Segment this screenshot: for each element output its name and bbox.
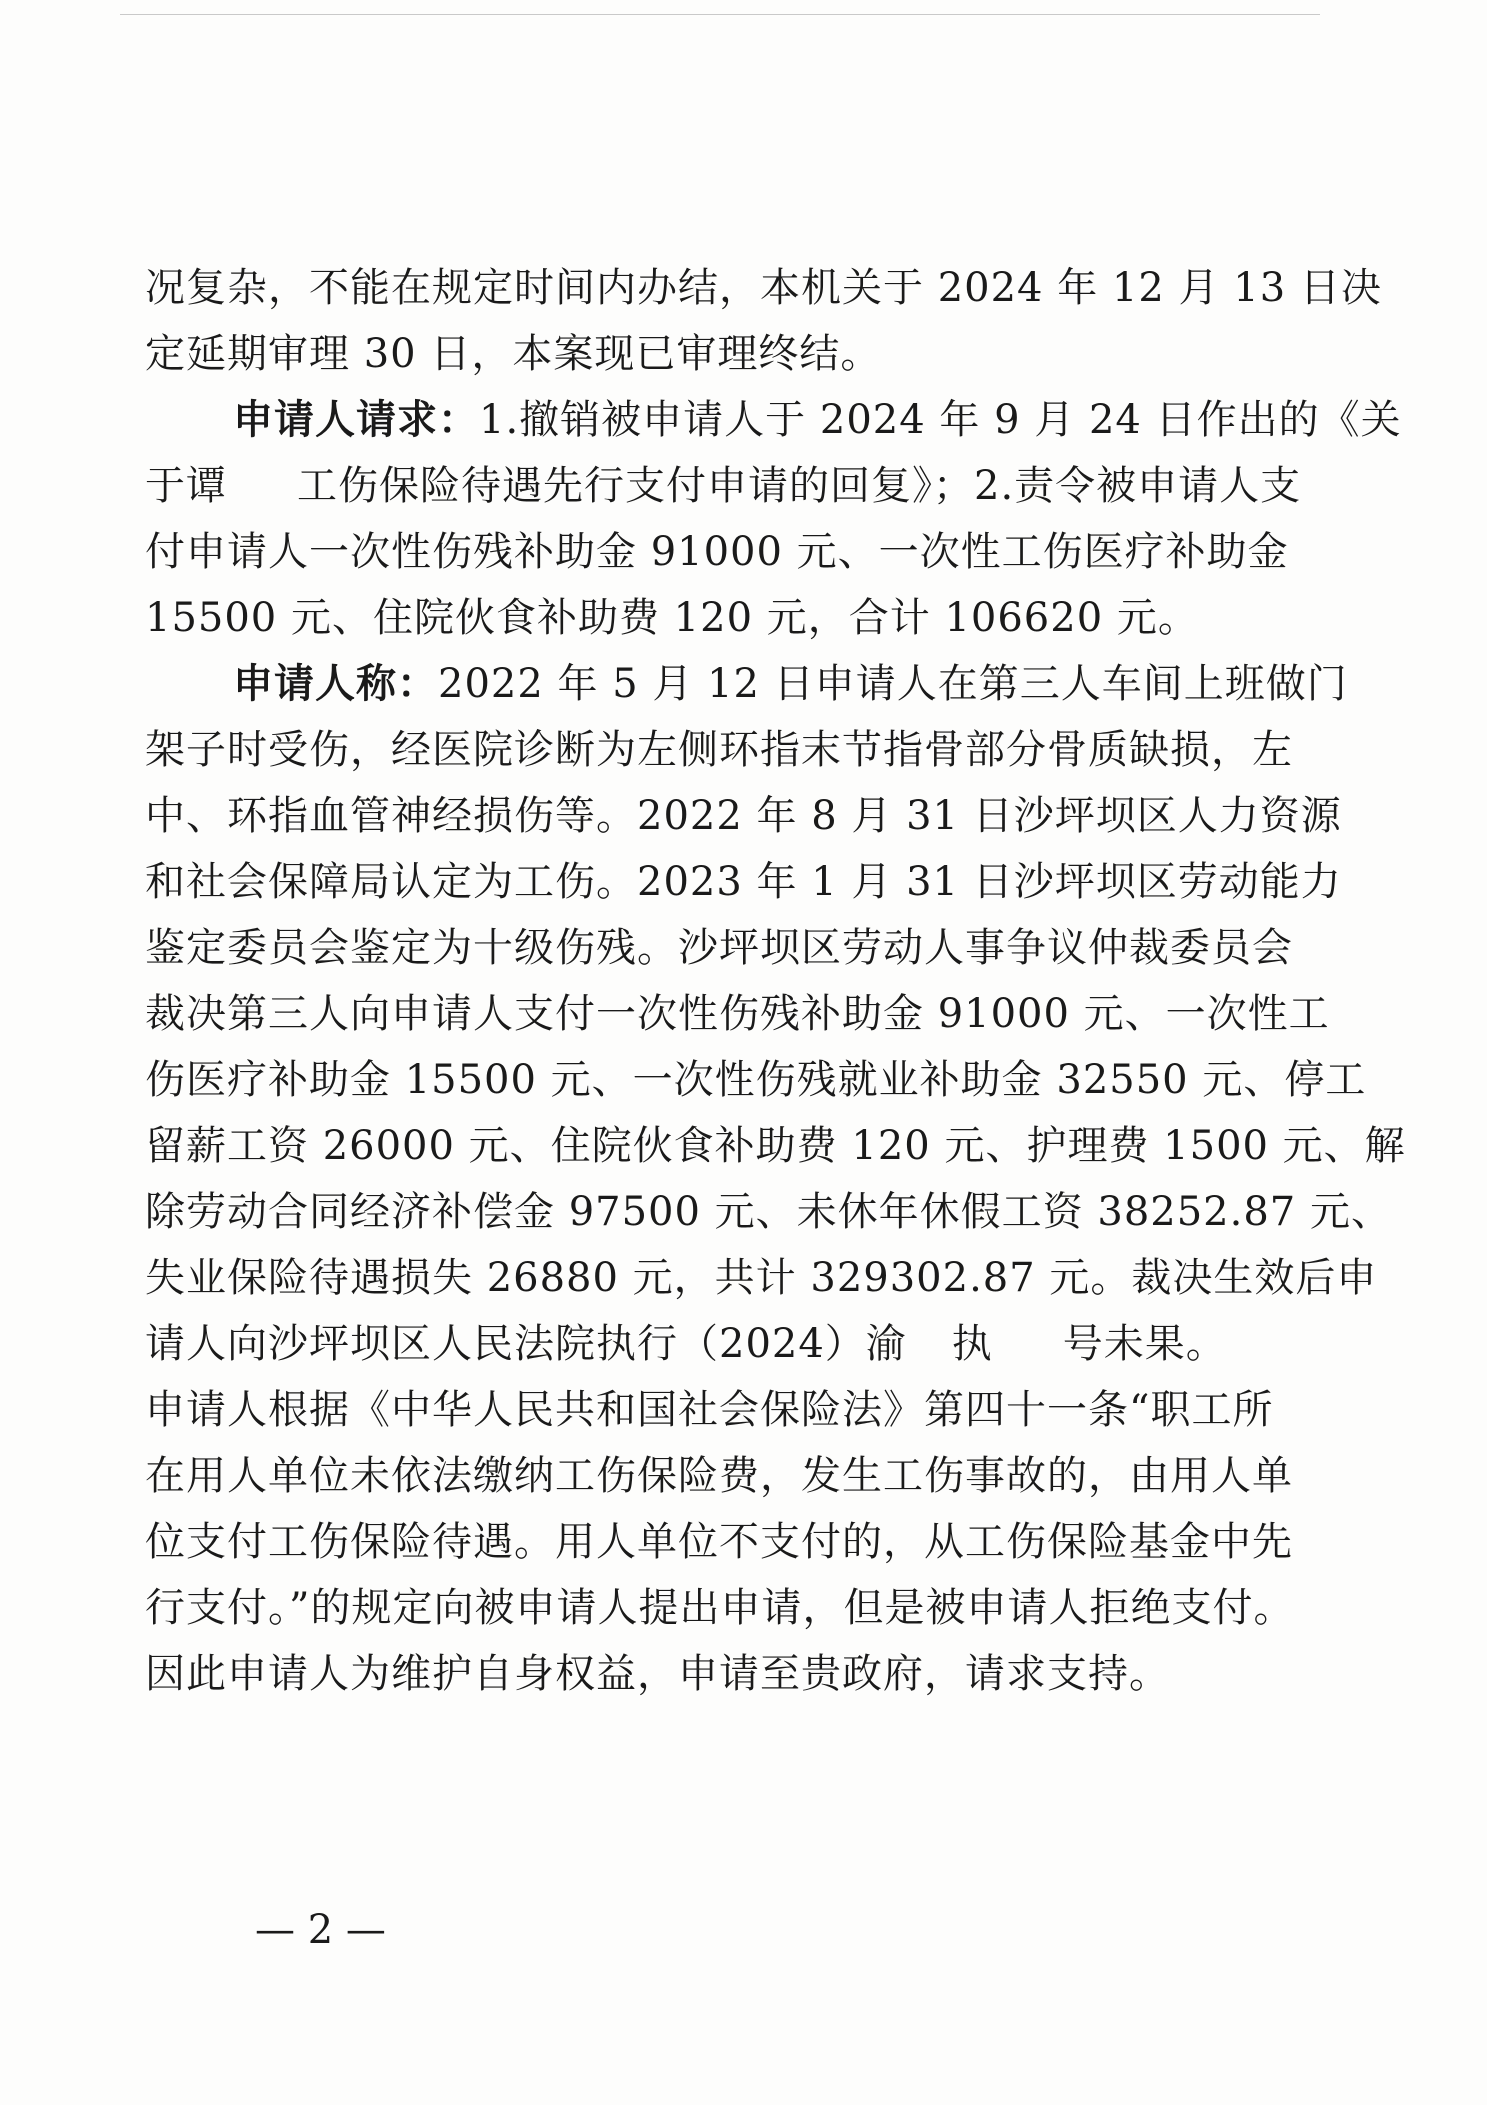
text-line (145, 519, 1330, 585)
text-line (145, 1377, 1330, 1443)
line-text: 工伤保险待遇先行支付申请的回复》；2.责令被申请人支 (297, 463, 1302, 509)
text-line (145, 1443, 1330, 1509)
section-label: 申请人称： (233, 661, 438, 707)
text-line (145, 255, 1382, 321)
line-text: 号未果。 (1062, 1321, 1227, 1367)
scan-edge-line (120, 14, 1320, 15)
text-line (145, 453, 1330, 519)
line-text: 1.撤销被申请人于 2024 年 9 月 24 日作出的《关 (479, 397, 1402, 443)
line-text: 中、环指血管神经损伤等。2022 年 8 月 31 日沙坪坝区人力资源 (145, 793, 1342, 839)
text-line (145, 783, 1342, 849)
claim-paragraph-start (145, 651, 1348, 717)
text-line (145, 1311, 1330, 1377)
text-line (145, 1245, 1378, 1311)
line-text: 请人向沙坪坝区人民法院执行（2024）渝 (145, 1321, 907, 1367)
line-text: 伤医疗补助金 15500 元、一次性伤残就业补助金 32550 元、停工 (145, 1057, 1367, 1103)
text-line (145, 1047, 1367, 1113)
text-line (145, 915, 1330, 981)
line-text: 在用人单位未依法缴纳工伤保险费，发生工伤事故的，由用人单 (145, 1453, 1293, 1499)
line-text: 执 (951, 1321, 993, 1367)
line-text: 于谭 (145, 463, 227, 509)
text-line (145, 1179, 1392, 1245)
page-number: — 2 — (255, 1907, 386, 1953)
text-line (145, 321, 1330, 387)
line-text: 架子时受伤，经医院诊断为左侧环指末节指骨部分骨质缺损，左 (145, 727, 1293, 773)
line-text: 失业保险待遇损失 26880 元，共计 329302.87 元。裁决生效后申 (145, 1255, 1378, 1301)
text-line (145, 849, 1342, 915)
line-text: 2022 年 5 月 12 日申请人在第三人车间上班做门 (438, 661, 1348, 707)
section-label: 申请人请求： (233, 397, 479, 443)
text-line (145, 981, 1330, 1047)
line-text: 定延期审理 30 日，本案现已审理终结。 (145, 331, 882, 377)
line-text: 裁决第三人向申请人支付一次性伤残补助金 91000 元、一次性工 (145, 991, 1330, 1037)
line-text: 申请人根据《中华人民共和国社会保险法》第四十一条“职工所 (145, 1387, 1274, 1433)
text-line (145, 1641, 1330, 1707)
line-text: 位支付工伤保险待遇。用人单位不支付的，从工伤保险基金中先 (145, 1519, 1293, 1565)
line-text: 行支付。”的规定向被申请人提出申请，但是被申请人拒绝支付。 (145, 1585, 1295, 1631)
line-text: 留薪工资 26000 元、住院伙食补助费 120 元、护理费 1500 元、解 (145, 1123, 1406, 1169)
text-line (145, 1113, 1406, 1179)
line-text: 鉴定委员会鉴定为十级伤残。沙坪坝区劳动人事争议仲裁委员会 (145, 925, 1293, 971)
document-body (145, 255, 1406, 1707)
line-text: 15500 元、住院伙食补助费 120 元，合计 106620 元。 (145, 595, 1199, 641)
text-line (145, 1575, 1330, 1641)
line-text: 付申请人一次性伤残补助金 91000 元、一次性工伤医疗补助金 (145, 529, 1289, 575)
text-line (145, 1509, 1330, 1575)
line-text: 因此申请人为维护自身权益，申请至贵政府，请求支持。 (145, 1651, 1170, 1697)
text-line (145, 585, 1330, 651)
request-paragraph-start (145, 387, 1402, 453)
text-line (145, 717, 1330, 783)
line-text: 况复杂，不能在规定时间内办结，本机关于 2024 年 12 月 13 日决 (145, 265, 1382, 311)
line-text: 和社会保障局认定为工伤。2023 年 1 月 31 日沙坪坝区劳动能力 (145, 859, 1342, 905)
line-text: 除劳动合同经济补偿金 97500 元、未休年休假工资 38252.87 元、 (145, 1189, 1392, 1235)
